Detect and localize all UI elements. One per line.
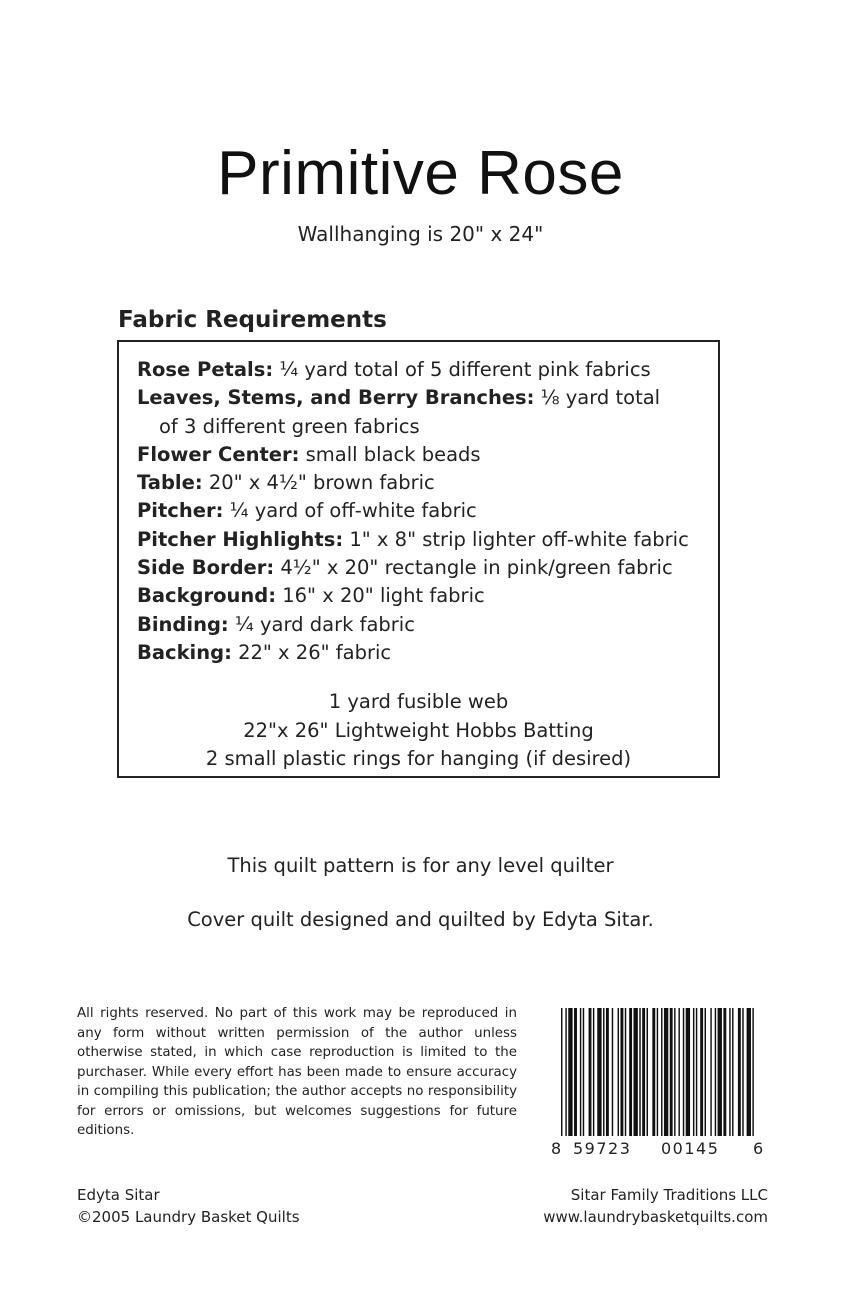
barcode [549,1008,767,1158]
barcode-bar [683,1008,684,1136]
page-title: Primitive Rose [217,139,624,208]
requirement-item [137,611,717,639]
barcode-bar [705,1008,706,1136]
barcode-bar [620,1008,623,1136]
fabric-requirements-heading: Fabric Requirements [118,307,387,333]
footer-company-block [543,1184,768,1228]
requirement-text: ¼ yard of off-white fabric [223,499,477,523]
requirement-item [137,554,717,582]
barcode-graphic [549,1008,767,1158]
requirement-item [137,497,717,525]
barcode-bar [742,1008,743,1136]
requirement-key: Table: [137,471,203,495]
requirement-item [137,526,717,554]
barcode-last-digit: 6 [753,1139,764,1158]
barcode-first-digit: 8 [551,1139,562,1158]
requirement-key: Pitcher: [137,499,224,523]
barcode-bar [718,1008,722,1136]
requirement-key: Pitcher Highlights: [137,527,344,551]
requirement-key: Backing: [137,640,232,664]
barcode-bar [686,1008,690,1136]
barcode-bar [625,1008,626,1136]
barcode-bar [747,1008,751,1136]
barcode-bar [696,1008,697,1136]
barcode-bar [732,1008,733,1136]
requirement-text: ¼ yard total of 5 different pink fabrics [273,358,651,381]
requirement-key: Flower Center: [137,442,300,466]
skill-level-note: This quilt pattern is for any level quilter [227,854,614,877]
barcode-bar [710,1008,711,1136]
barcode-bar [574,1008,577,1136]
barcode-bar [664,1008,668,1136]
requirement-text: ⅛ yard total [534,386,661,410]
requirement-item [137,469,717,497]
barcode-bar [639,1008,640,1136]
copyright-line: ©2005 Laundry Basket Quilts [77,1208,300,1226]
barcode-bar [670,1008,673,1136]
requirement-item-continued [137,413,717,441]
barcode-bar [589,1008,592,1136]
barcode-bar [593,1008,594,1136]
barcode-bar [597,1008,601,1136]
additional-supplies [119,688,718,774]
barcode-bar [657,1008,658,1136]
barcode-bar [661,1008,662,1136]
barcode-bar [729,1008,730,1136]
requirement-text: 4½" x 20" rectangle in pink/green fabric [274,556,673,580]
barcode-bar [606,1008,609,1136]
requirement-key: Side Border: [137,556,275,580]
barcode-bar [652,1008,655,1136]
barcode-bar [723,1008,726,1136]
requirement-item [137,639,717,667]
fabric-requirements-box [117,340,720,778]
supply-item: 22"x 26" Lightweight Hobbs Batting [243,718,594,742]
supply-item: 2 small plastic rings for hanging (if desired) [205,747,632,770]
page-subtitle: Wallhanging is 20" x 24" [297,222,544,246]
requirement-text: ¼ yard dark fabric [228,612,415,636]
barcode-bar [715,1008,716,1136]
requirement-item [137,356,717,384]
requirement-text: 20" x 4½" brown fabric [202,471,435,495]
requirement-text: of 3 different green fabrics [159,414,420,438]
barcode-bar [618,1008,619,1136]
website-link[interactable]: www.laundrybasketquilts.com [543,1208,768,1226]
requirement-key: Leaves, Stems, and Berry Branches: [137,386,535,410]
barcode-right-digits: 00145 [661,1139,720,1158]
footer-author-block [77,1184,300,1228]
requirement-key: Background: [137,584,277,608]
barcode-bar [642,1008,645,1136]
barcode-left-digits: 59723 [573,1139,632,1158]
requirement-text: 16" x 20" light fabric [276,584,485,608]
barcode-bar [603,1008,604,1136]
requirement-item [137,582,717,610]
requirements-list [137,356,717,667]
barcode-bar [674,1008,675,1136]
barcode-bar [612,1008,613,1136]
barcode-bar [629,1008,632,1136]
author-name: Edyta Sitar [77,1186,160,1204]
barcode-bar [738,1008,741,1136]
requirement-item [137,384,717,412]
barcode-bar [580,1008,581,1136]
company-name: Sitar Family Traditions LLC [570,1186,768,1204]
barcode-bar [561,1008,562,1136]
barcode-bar [752,1008,753,1136]
designer-credit: Cover quilt designed and quilted by Edyta Sitar. [187,908,654,931]
barcode-bar [634,1008,638,1136]
barcode-bar [565,1008,566,1136]
barcode-bar [568,1008,572,1136]
requirement-key: Binding: [137,612,229,636]
requirement-text: small black beads [299,442,481,466]
requirement-text: 1" x 8" strip lighter off-white fabric [343,527,689,551]
requirement-item [137,441,717,469]
barcode-bar [583,1008,584,1136]
barcode-bar [678,1008,679,1136]
requirement-text: 22" x 26" fabric [231,640,392,664]
barcode-bar [647,1008,648,1136]
barcode-bar [693,1008,694,1136]
barcode-bar [700,1008,703,1136]
rights-notice: All rights reserved. No part of this work may be reproduced in any form without written permission of the author unless otherwise stated, in which case reproduction is limited to the purchaser. While every effort has been made to ensure accuracy in compiling this publication; the author accepts no responsibility for errors or omissions, but welcomes suggestions for future editions. [77,1006,517,1138]
requirement-key: Rose Petals: [137,358,274,381]
supply-item: 1 yard fusible web [328,690,509,713]
